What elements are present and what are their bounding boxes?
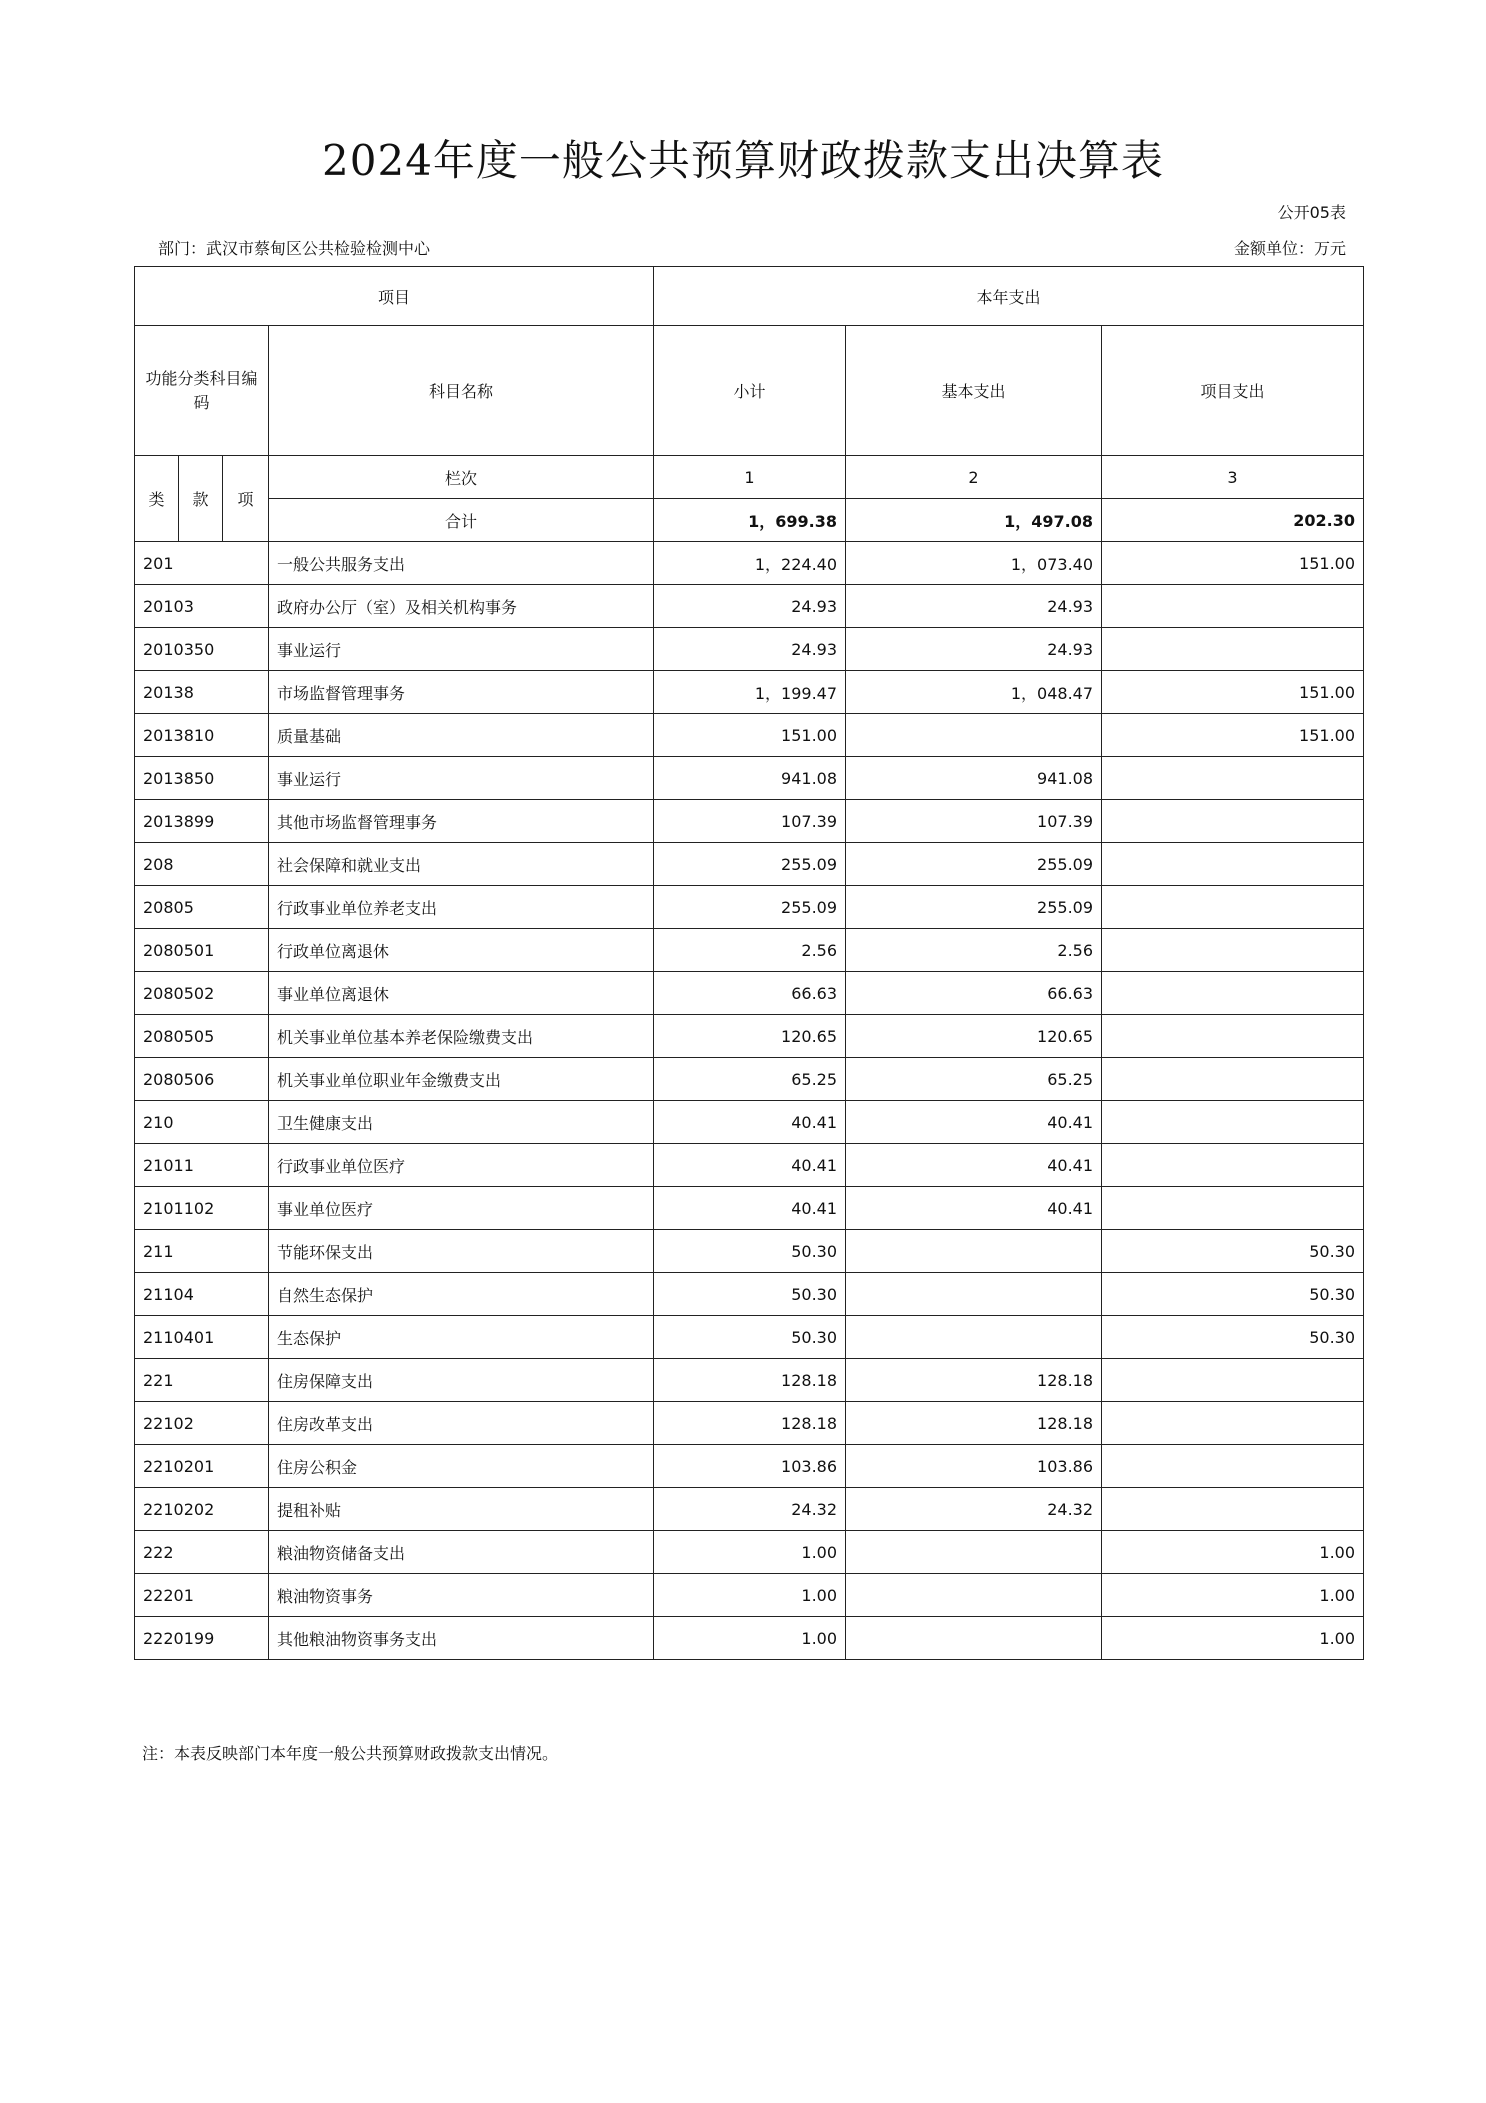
row-subject-name: 其他市场监督管理事务 — [269, 800, 654, 843]
table-row — [135, 1316, 1364, 1359]
footnote: 注：本表反映部门本年度一般公共预算财政拨款支出情况。 — [142, 1744, 559, 1763]
row-project: 151.00 — [1102, 542, 1364, 585]
row-subtotal: 66.63 — [654, 972, 846, 1015]
row-basic: 941.08 — [846, 757, 1102, 800]
row-subtotal: 120.65 — [654, 1015, 846, 1058]
header-kuan: 款 — [179, 456, 223, 542]
header-xiang: 项 — [223, 456, 269, 542]
row-code: 2013899 — [135, 800, 269, 843]
row-project: 50.30 — [1102, 1316, 1364, 1359]
row-project — [1102, 1144, 1364, 1187]
row-basic: 24.93 — [846, 628, 1102, 671]
row-project — [1102, 585, 1364, 628]
row-subtotal: 50.30 — [654, 1273, 846, 1316]
row-basic: 1，073.40 — [846, 542, 1102, 585]
row-project — [1102, 1101, 1364, 1144]
row-project: 1.00 — [1102, 1574, 1364, 1617]
table-row — [135, 1488, 1364, 1531]
row-subject-name: 生态保护 — [269, 1316, 654, 1359]
row-code: 2080505 — [135, 1015, 269, 1058]
row-code: 21011 — [135, 1144, 269, 1187]
row-project — [1102, 1402, 1364, 1445]
row-basic — [846, 1617, 1102, 1660]
row-subtotal: 255.09 — [654, 886, 846, 929]
row-subtotal: 2.56 — [654, 929, 846, 972]
row-project: 50.30 — [1102, 1230, 1364, 1273]
row-subtotal: 107.39 — [654, 800, 846, 843]
header-func-code: 功能分类科目编码 — [135, 326, 269, 456]
row-code: 221 — [135, 1359, 269, 1402]
row-code: 210 — [135, 1101, 269, 1144]
row-code: 2101102 — [135, 1187, 269, 1230]
row-basic: 40.41 — [846, 1187, 1102, 1230]
row-project — [1102, 628, 1364, 671]
row-basic: 255.09 — [846, 843, 1102, 886]
header-current-year: 本年支出 — [654, 267, 1364, 326]
row-code: 2220199 — [135, 1617, 269, 1660]
total-label: 合计 — [269, 499, 654, 542]
row-code: 22102 — [135, 1402, 269, 1445]
page-title: 2024年度一般公共预算财政拨款支出决算表 — [322, 136, 1164, 185]
row-subtotal: 1.00 — [654, 1531, 846, 1574]
row-subject-name: 事业运行 — [269, 628, 654, 671]
row-basic: 2.56 — [846, 929, 1102, 972]
row-code: 2080501 — [135, 929, 269, 972]
row-subtotal: 24.93 — [654, 628, 846, 671]
row-code: 20103 — [135, 585, 269, 628]
row-subtotal: 50.30 — [654, 1230, 846, 1273]
row-subtotal: 151.00 — [654, 714, 846, 757]
table-row — [135, 1058, 1364, 1101]
table-row — [135, 929, 1364, 972]
table-row — [135, 757, 1364, 800]
row-subject-name: 一般公共服务支出 — [269, 542, 654, 585]
row-subtotal: 255.09 — [654, 843, 846, 886]
table-row — [135, 1445, 1364, 1488]
header-col3: 3 — [1102, 456, 1364, 499]
row-subtotal: 24.93 — [654, 585, 846, 628]
row-basic — [846, 1316, 1102, 1359]
row-code: 2210201 — [135, 1445, 269, 1488]
row-basic: 1，048.47 — [846, 671, 1102, 714]
table-row — [135, 1531, 1364, 1574]
row-basic: 65.25 — [846, 1058, 1102, 1101]
row-basic: 24.32 — [846, 1488, 1102, 1531]
row-subtotal: 40.41 — [654, 1101, 846, 1144]
table-row — [135, 886, 1364, 929]
row-basic: 103.86 — [846, 1445, 1102, 1488]
row-basic: 128.18 — [846, 1402, 1102, 1445]
row-code: 201 — [135, 542, 269, 585]
row-code: 2013810 — [135, 714, 269, 757]
row-subject-name: 节能环保支出 — [269, 1230, 654, 1273]
row-project: 1.00 — [1102, 1617, 1364, 1660]
table-row — [135, 1144, 1364, 1187]
header-lei: 类 — [135, 456, 179, 542]
total-project: 202.30 — [1102, 499, 1364, 542]
table-row — [135, 1617, 1364, 1660]
row-code: 2080502 — [135, 972, 269, 1015]
row-subject-name: 行政事业单位医疗 — [269, 1144, 654, 1187]
row-code: 2210202 — [135, 1488, 269, 1531]
department-label: 部门：武汉市蔡甸区公共检验检测中心 — [158, 239, 431, 258]
table-row — [135, 1015, 1364, 1058]
row-subtotal: 103.86 — [654, 1445, 846, 1488]
table-row — [135, 585, 1364, 628]
row-basic: 24.93 — [846, 585, 1102, 628]
row-basic: 128.18 — [846, 1359, 1102, 1402]
header-project: 项目 — [135, 267, 654, 326]
form-number: 公开05表 — [1277, 203, 1346, 222]
total-subtotal: 1，699.38 — [654, 499, 846, 542]
row-project — [1102, 972, 1364, 1015]
table-row — [135, 843, 1364, 886]
row-project — [1102, 1445, 1364, 1488]
row-basic: 40.41 — [846, 1144, 1102, 1187]
row-project — [1102, 1187, 1364, 1230]
table-row — [135, 1101, 1364, 1144]
table-row — [135, 714, 1364, 757]
row-subject-name: 自然生态保护 — [269, 1273, 654, 1316]
row-subtotal: 941.08 — [654, 757, 846, 800]
row-project — [1102, 1015, 1364, 1058]
row-subtotal: 1，199.47 — [654, 671, 846, 714]
row-subject-name: 机关事业单位基本养老保险缴费支出 — [269, 1015, 654, 1058]
row-subtotal: 40.41 — [654, 1187, 846, 1230]
row-subject-name: 住房公积金 — [269, 1445, 654, 1488]
header-col1: 1 — [654, 456, 846, 499]
row-project — [1102, 757, 1364, 800]
table-row — [135, 628, 1364, 671]
row-code: 21104 — [135, 1273, 269, 1316]
row-basic — [846, 1230, 1102, 1273]
row-subtotal: 24.32 — [654, 1488, 846, 1531]
row-project — [1102, 1058, 1364, 1101]
row-subject-name: 事业运行 — [269, 757, 654, 800]
row-subtotal: 1.00 — [654, 1617, 846, 1660]
row-subtotal: 65.25 — [654, 1058, 846, 1101]
header-subtotal: 小计 — [654, 326, 846, 456]
row-subject-name: 粮油物资储备支出 — [269, 1531, 654, 1574]
row-subject-name: 行政单位离退休 — [269, 929, 654, 972]
row-basic — [846, 1273, 1102, 1316]
header-col2: 2 — [846, 456, 1102, 499]
row-code: 2010350 — [135, 628, 269, 671]
table-row — [135, 800, 1364, 843]
row-subtotal: 40.41 — [654, 1144, 846, 1187]
row-subject-name: 行政事业单位养老支出 — [269, 886, 654, 929]
row-subject-name: 市场监督管理事务 — [269, 671, 654, 714]
table-row — [135, 1359, 1364, 1402]
row-code: 208 — [135, 843, 269, 886]
table-row — [135, 1574, 1364, 1617]
table-row — [135, 1273, 1364, 1316]
row-project — [1102, 800, 1364, 843]
row-project — [1102, 929, 1364, 972]
table-row — [135, 1230, 1364, 1273]
table-row — [135, 542, 1364, 585]
row-basic — [846, 1531, 1102, 1574]
row-code: 2080506 — [135, 1058, 269, 1101]
row-basic — [846, 714, 1102, 757]
row-project: 151.00 — [1102, 671, 1364, 714]
row-subtotal: 128.18 — [654, 1402, 846, 1445]
table-row — [135, 1187, 1364, 1230]
row-basic: 120.65 — [846, 1015, 1102, 1058]
row-basic: 40.41 — [846, 1101, 1102, 1144]
row-subject-name: 粮油物资事务 — [269, 1574, 654, 1617]
row-code: 20805 — [135, 886, 269, 929]
header-project-exp: 项目支出 — [1102, 326, 1364, 456]
header-basic: 基本支出 — [846, 326, 1102, 456]
row-code: 211 — [135, 1230, 269, 1273]
row-project — [1102, 843, 1364, 886]
expenditure-table — [134, 266, 1364, 1660]
row-code: 2013850 — [135, 757, 269, 800]
row-basic: 255.09 — [846, 886, 1102, 929]
header-lanci: 栏次 — [269, 456, 654, 499]
row-project: 1.00 — [1102, 1531, 1364, 1574]
row-subject-name: 机关事业单位职业年金缴费支出 — [269, 1058, 654, 1101]
row-subject-name: 社会保障和就业支出 — [269, 843, 654, 886]
row-code: 222 — [135, 1531, 269, 1574]
row-project — [1102, 886, 1364, 929]
row-project: 50.30 — [1102, 1273, 1364, 1316]
table-row — [135, 1402, 1364, 1445]
row-subtotal: 1.00 — [654, 1574, 846, 1617]
row-subtotal: 50.30 — [654, 1316, 846, 1359]
row-subject-name: 质量基础 — [269, 714, 654, 757]
row-subject-name: 提租补贴 — [269, 1488, 654, 1531]
row-basic — [846, 1574, 1102, 1617]
row-subject-name: 住房改革支出 — [269, 1402, 654, 1445]
unit-label: 金额单位：万元 — [1233, 239, 1346, 258]
row-project: 151.00 — [1102, 714, 1364, 757]
total-basic: 1，497.08 — [846, 499, 1102, 542]
header-subject-name: 科目名称 — [269, 326, 654, 456]
row-basic: 107.39 — [846, 800, 1102, 843]
table-row — [135, 972, 1364, 1015]
row-code: 2110401 — [135, 1316, 269, 1359]
row-basic: 66.63 — [846, 972, 1102, 1015]
row-subject-name: 其他粮油物资事务支出 — [269, 1617, 654, 1660]
row-subtotal: 1，224.40 — [654, 542, 846, 585]
row-subject-name: 卫生健康支出 — [269, 1101, 654, 1144]
row-code: 22201 — [135, 1574, 269, 1617]
row-project — [1102, 1359, 1364, 1402]
row-subtotal: 128.18 — [654, 1359, 846, 1402]
row-subject-name: 政府办公厅（室）及相关机构事务 — [269, 585, 654, 628]
row-project — [1102, 1488, 1364, 1531]
row-subject-name: 事业单位医疗 — [269, 1187, 654, 1230]
table-row — [135, 671, 1364, 714]
row-subject-name: 住房保障支出 — [269, 1359, 654, 1402]
row-code: 20138 — [135, 671, 269, 714]
row-subject-name: 事业单位离退休 — [269, 972, 654, 1015]
